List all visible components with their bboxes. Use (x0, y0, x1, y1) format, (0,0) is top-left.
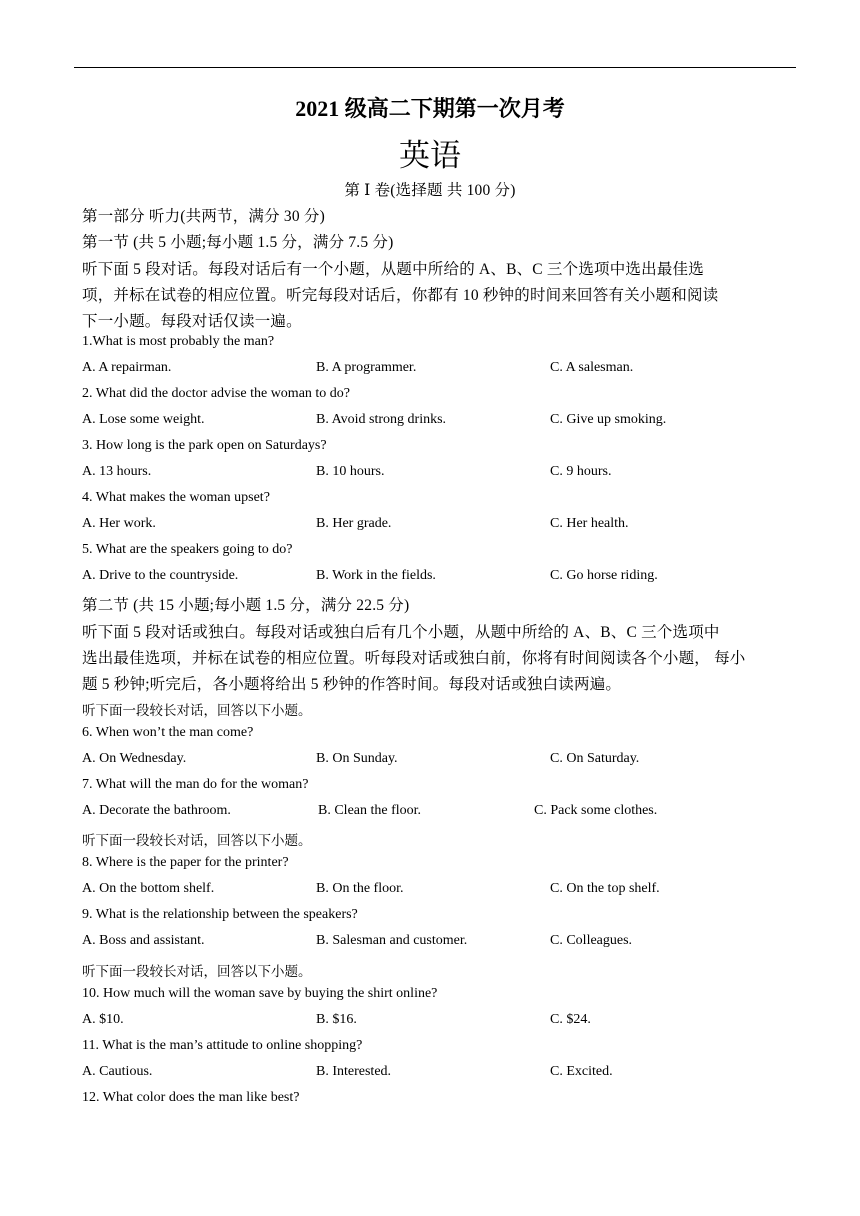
question-options (82, 412, 802, 432)
option-b: B. On the floor. (316, 881, 404, 896)
section1-instruction-line: 项，并标在试卷的相应位置。听完每段对话后，你都有 10 秒钟的时间来回答有关小题和阅读 (82, 287, 719, 304)
option-a: A. Boss and assistant. (82, 933, 205, 948)
question-options (82, 360, 802, 380)
option-c: C. On the top shelf. (550, 881, 660, 896)
question-options (82, 933, 802, 953)
option-c: C. Give up smoking. (550, 412, 667, 427)
option-b: B. On Sunday. (316, 751, 398, 766)
option-a: A. Drive to the countryside. (82, 568, 239, 583)
section1-heading: 第一节 (共 5 小题;每小题 1.5 分，满分 7.5 分) (82, 234, 394, 251)
option-a: A. On the bottom shelf. (82, 881, 215, 896)
question-options (82, 516, 802, 536)
option-c: C. On Saturday. (550, 751, 640, 766)
question-text: 11. What is the man’s attitude to online shopping? (82, 1038, 363, 1053)
question-text: 1.What is most probably the man? (82, 334, 275, 349)
section1-instruction-line: 听下面 5 段对话。每段对话后有一个小题，从题中所给的 A、B、C 三个选项中选出最佳选 (82, 261, 704, 278)
option-b: B. Avoid strong drinks. (316, 412, 447, 427)
question-text: 12. What color does the man like best? (82, 1090, 300, 1105)
option-c: C. Go horse riding. (550, 568, 658, 583)
part1-heading: 第一部分 听力(共两节，满分 30 分) (82, 208, 325, 225)
option-b: B. Her grade. (316, 516, 392, 531)
option-c: C. Pack some clothes. (534, 803, 658, 818)
question-text: 9. What is the relationship between the speakers? (82, 907, 358, 922)
section2-heading: 第二节 (共 15 小题;每小题 1.5 分，满分 22.5 分) (82, 597, 410, 614)
listening-note: 听下面一段较长对话，回答以下小题。 (82, 964, 312, 979)
listening-note: 听下面一段较长对话，回答以下小题。 (82, 703, 312, 718)
option-a: A. A repairman. (82, 360, 172, 375)
question-options (82, 464, 802, 484)
question-text: 6. When won’t the man come? (82, 725, 254, 740)
question-options (82, 881, 802, 901)
option-c: C. Excited. (550, 1064, 613, 1079)
option-a: A. $10. (82, 1012, 124, 1027)
option-c: C. Her health. (550, 516, 629, 531)
question-text: 8. Where is the paper for the printer? (82, 855, 289, 870)
option-a: A. 13 hours. (82, 464, 152, 479)
question-text: 10. How much will the woman save by buying the shirt online? (82, 986, 438, 1001)
option-b: B. Interested. (316, 1064, 392, 1079)
listening-note: 听下面一段较长对话，回答以下小题。 (82, 833, 312, 848)
option-b: B. Clean the floor. (318, 803, 422, 818)
section1-instruction-line: 下一小题。每段对话仅读一遍。 (82, 313, 302, 330)
question-text: 7. What will the man do for the woman? (82, 777, 309, 792)
option-b: B. Salesman and customer. (316, 933, 468, 948)
option-a: A. On Wednesday. (82, 751, 187, 766)
option-c: C. A salesman. (550, 360, 634, 375)
option-a: A. Lose some weight. (82, 412, 205, 427)
option-c: C. 9 hours. (550, 464, 612, 479)
question-options (82, 568, 802, 588)
option-a: A. Decorate the bathroom. (82, 803, 231, 818)
volume-heading: 第 Ⅰ 卷(选择题 共 100 分) (344, 182, 516, 199)
option-c: C. $24. (550, 1012, 591, 1027)
option-b: B. Work in the fields. (316, 568, 436, 583)
section2-instruction-line: 听下面 5 段对话或独白。每段对话或独白后有几个小题，从题中所给的 A、B、C 三个选项中 (82, 624, 720, 641)
option-c: C. Colleagues. (550, 933, 633, 948)
section2-instruction-line: 题 5 秒钟;听完后，各小题将给出 5 秒钟的作答时间。每段对话或独白读两遍。 (82, 676, 622, 693)
question-text: 3. How long is the park open on Saturdays? (82, 438, 327, 453)
exam-title: 2021 级高二下期第一次月考 (295, 96, 565, 121)
question-options (82, 751, 802, 771)
question-text: 4. What makes the woman upset? (82, 490, 270, 505)
question-text: 2. What did the doctor advise the woman to do? (82, 386, 351, 401)
option-a: A. Her work. (82, 516, 156, 531)
option-a: A. Cautious. (82, 1064, 153, 1079)
option-b: B. A programmer. (316, 360, 417, 375)
question-options (82, 803, 802, 823)
subject-title: 英语 (399, 138, 461, 173)
section2-instruction-line: 选出最佳选项，并标在试卷的相应位置。听每段对话或独白前，你将有时间阅读各个小题， 每小 (82, 650, 746, 667)
header-rule (74, 67, 796, 68)
question-options (82, 1012, 802, 1032)
option-b: B. $16. (316, 1012, 357, 1027)
question-options (82, 1064, 802, 1084)
option-b: B. 10 hours. (316, 464, 385, 479)
question-text: 5. What are the speakers going to do? (82, 542, 293, 557)
